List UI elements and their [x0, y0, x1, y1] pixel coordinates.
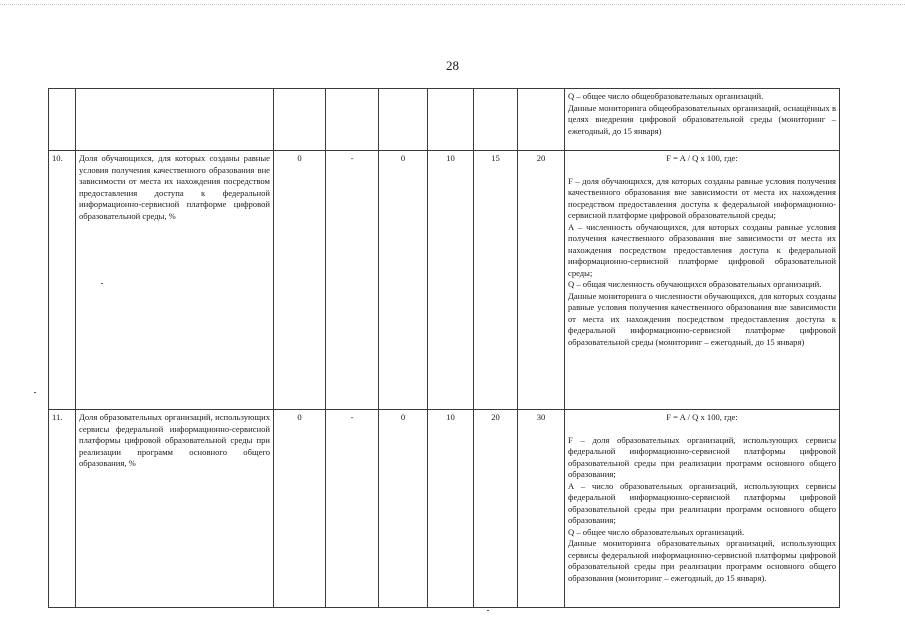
value-cell: 15 — [474, 151, 518, 410]
method-line: А – численность обучающихся, для которых созданы равные условия получения качественного образования вне зависимости от места их нахождения посредством предоставления доступа к федеральной информационно-сервисной платформе цифровой образовательной среды; — [568, 221, 836, 278]
value-cell: 0 — [274, 151, 326, 410]
cell-method — [565, 410, 840, 608]
cell-value — [518, 89, 565, 151]
row-number: 10. — [49, 151, 76, 410]
method-line: Данные мониторинга о численности обучающихся, для которых созданы равные условия получения качественного образования вне зависимости от места их нахождения посредством предоставления доступа к федеральной информационно-сервисной платформе цифровой образовательной среды (мониторинг – ежегодный, до 15 января) — [568, 290, 836, 347]
indicator-name: Доля обучающихся, для которых созданы равные условия получения качественного образования вне зависимости от места их нахождения посредством предоставления доступа к федеральной информационно-сервисной платформе цифровой образовательной среды, % — [76, 151, 274, 410]
method-line: Данные мониторинга образовательных организаций, использующих сервисы федеральной информационно-сервисной платформы цифровой образовательной среды при реализации программ основного общего образования (мониторинг – ежегодный, до 15 января). — [568, 538, 836, 583]
cell-value — [326, 89, 379, 151]
value-cell: 20 — [518, 151, 565, 410]
method-line: Q – общее число общеобразовательных организаций. — [568, 91, 764, 101]
scan-speck — [101, 283, 103, 284]
cell-method — [565, 151, 840, 410]
value-cell: 0 — [379, 151, 428, 410]
cell-indicator — [76, 89, 274, 151]
value-cell: 20 — [474, 410, 518, 608]
scan-speck — [34, 392, 36, 393]
method-line: F – доля образовательных организаций, использующих сервисы федеральной информационно-сервисной платформы цифровой образовательной среды при реализации программ основного общего образования; — [568, 434, 836, 479]
scan-edge-artifact — [0, 4, 905, 11]
cell-value — [274, 89, 326, 151]
value-cell: - — [326, 151, 379, 410]
table-row-continued — [49, 89, 840, 151]
formula: F = A / Q x 100, где: — [666, 412, 738, 422]
spacer — [568, 165, 836, 176]
method-line: Данные мониторинга общеобразовательных организаций, оснащённых в целях внедрения цифровой образовательной среды (мониторинг – ежегодный, до 15 января) — [568, 102, 836, 136]
indicators-table — [48, 88, 840, 608]
value-cell: 10 — [428, 151, 474, 410]
page-number: 28 — [446, 58, 459, 73]
cell-method — [565, 89, 840, 151]
spacer — [568, 424, 836, 435]
cell-value — [379, 89, 428, 151]
scan-speck — [487, 610, 489, 611]
table-row-11 — [49, 410, 840, 608]
cell-value — [474, 89, 518, 151]
table-row-10 — [49, 151, 840, 410]
cell-num — [49, 89, 76, 151]
method-line: F – доля обучающихся, для которых созданы равные условия получения качественного образования вне зависимости от места их нахождения посредством предоставления доступа к федеральной информационно-сервисной платформе цифровой образовательной среды; — [568, 175, 836, 220]
value-cell: 10 — [428, 410, 474, 608]
cell-value — [428, 89, 474, 151]
row-number: 11. — [49, 410, 76, 608]
method-line: А – число образовательных организаций, использующих сервисы федеральной информационно-сервисной платформы цифровой образовательной среды при реализации программ основного общего образования; — [568, 480, 836, 525]
method-line: Q – общее число образовательных организаций. — [568, 526, 745, 537]
value-cell: 30 — [518, 410, 565, 608]
value-cell: 0 — [274, 410, 326, 608]
value-cell: 0 — [379, 410, 428, 608]
value-cell: - — [326, 410, 379, 608]
method-line: Q – общая численность обучающихся образовательных организаций. — [568, 279, 822, 289]
formula: F = A / Q x 100, где: — [666, 153, 738, 163]
indicator-name: Доля образовательных организаций, использующих сервисы федеральной информационно-сервисной платформы цифровой образовательной среды при реализации программ основного общего образования, % — [76, 410, 274, 608]
